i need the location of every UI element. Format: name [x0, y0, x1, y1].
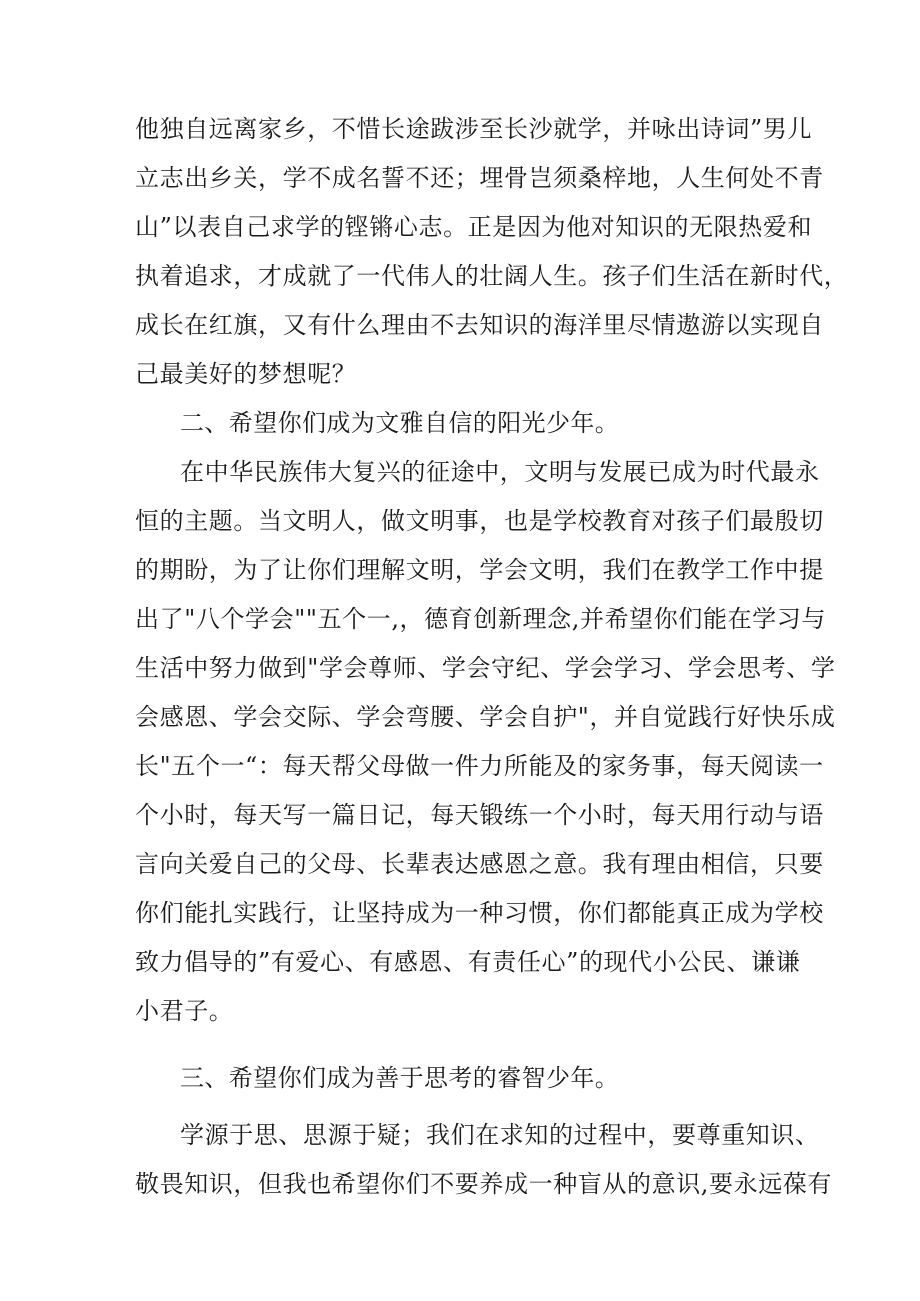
- section-heading-2: 二、希望你们成为文雅自信的阳光少年。: [180, 409, 620, 437]
- paragraph-2-line-10: 你们能扎实践行，让坚持成为一种习惯，你们都能真正成为学校: [135, 899, 824, 927]
- paragraph-1-line-3: 山”以表自己求学的铿锵心志。正是因为他对知识的无限热爱和: [135, 213, 813, 241]
- paragraph-2-line-5: 生活中努力做到"学会尊师、学会守纪、学会学习、学会思考、学: [135, 654, 836, 682]
- paragraph-2-line-11: 致力倡导的”有爱心、有感恩、有责任心”的现代小公民、谦谦: [135, 948, 801, 976]
- paragraph-1-line-4: 执着追求，才成就了一代伟人的壮阔人生。孩子们生活在新时代，: [135, 262, 849, 290]
- paragraph-1-line-1: 他独自远离家乡，不惜长途跋涉至长沙就学，并咏出诗词”男儿: [135, 115, 813, 143]
- paragraph-1-line-5: 成长在红旗，又有什么理由不去知识的海洋里尽情遨游以实现自: [135, 311, 824, 339]
- paragraph-2-line-2: 恒的主题。当文明人，做文明事，也是学校教育对孩子们最殷切: [135, 507, 824, 535]
- paragraph-2-line-8: 个小时，每天写一篇日记，每天锻练一个小时，每天用行动与语: [135, 801, 824, 829]
- paragraph-1-line-2: 立志出乡关，学不成名誓不还；埋骨岂须桑梓地，人生何处不青: [135, 164, 824, 192]
- paragraph-2-line-12: 小君子。: [135, 997, 234, 1025]
- paragraph-2-line-7: 长"五个一“：每天帮父母做一件力所能及的家务事，每天阅读一: [135, 752, 824, 780]
- paragraph-2-line-9: 言向关爱自己的父母、长辈表达感恩之意。我有理由相信，只要: [135, 850, 824, 878]
- paragraph-3-line-2: 敬畏知识，但我也希望你们不要养成一种盲从的意识,要永远葆有: [135, 1170, 833, 1198]
- paragraph-2-line-6: 会感恩、学会交际、学会弯腰、学会自护"，并自觉践行好快乐成: [135, 703, 836, 731]
- paragraph-2-line-4: 出了"八个学会""五个一,，德育创新理念,并希望你们能在学习与: [135, 605, 826, 633]
- paragraph-3-line-1: 学源于思、思源于疑；我们在求知的过程中，要尊重知识、: [180, 1121, 820, 1149]
- paragraph-2-line-1: 在中华民族伟大复兴的征途中，文明与发展已成为时代最永: [180, 458, 820, 486]
- section-heading-3: 三、希望你们成为善于思考的睿智少年。: [180, 1064, 620, 1092]
- paragraph-2-line-3: 的期盼，为了让你们理解文明，学会文明，我们在教学工作中提: [135, 556, 824, 584]
- paragraph-1-line-6: 己最美好的梦想呢？: [135, 360, 357, 388]
